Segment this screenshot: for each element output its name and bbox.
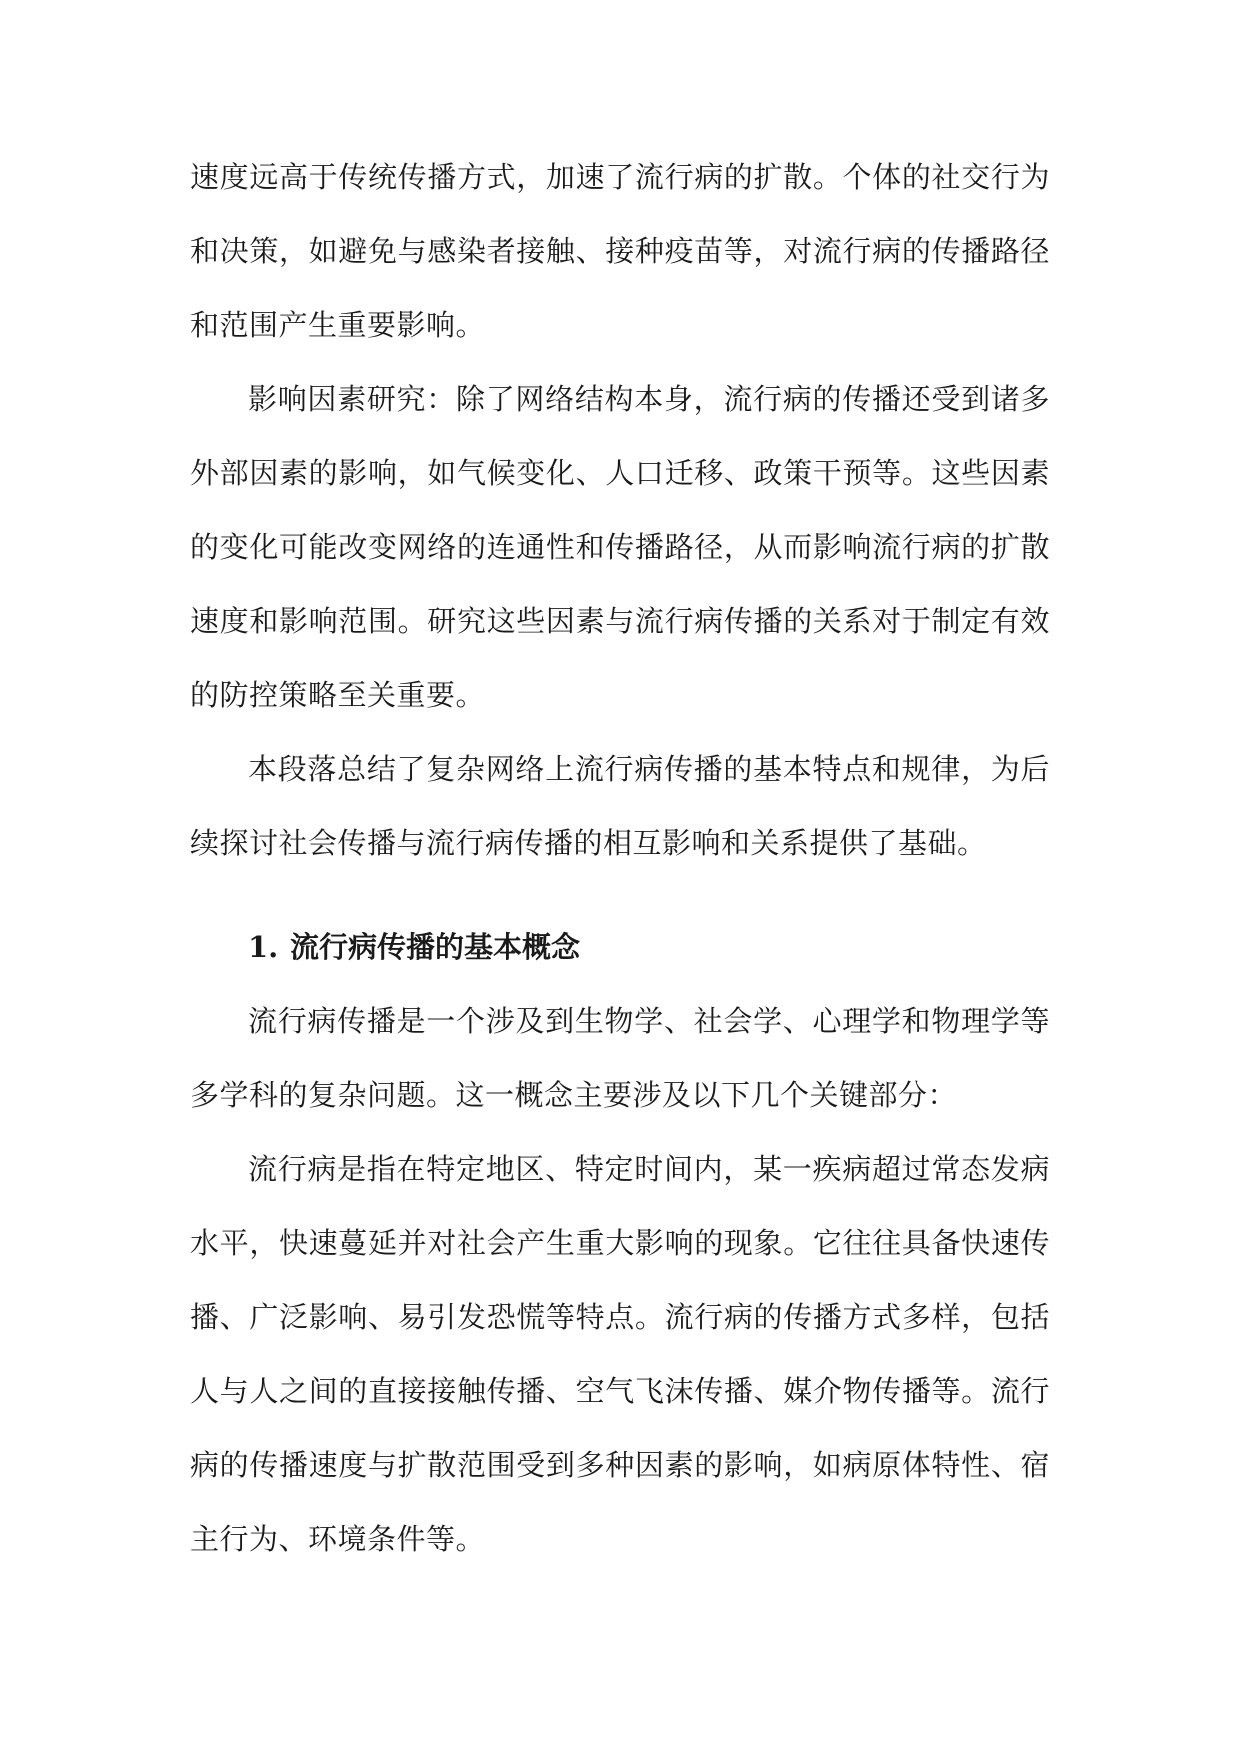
section-heading: [190, 910, 1050, 984]
document-page: [190, 140, 1050, 1576]
paragraph-continuation: 速度远高于传统传播方式，加速了流行病的扩散。个体的社交行为和决策，如避免与感染者接触、接种疫苗等，对流行病的传播路径和范围产生重要影响。: [190, 160, 1050, 342]
section-number: 1.: [248, 930, 279, 964]
paragraph-epidemic-definition: 流行病是指在特定地区、特定时间内，某一疾病超过常态发病水平，快速蔓延并对社会产生重大影响的现象。它往往具备快速传播、广泛影响、易引发恐慌等特点。流行病的传播方式多样，包括人与人之间的直接接触传播、空气飞沫传播、媒介物传播等。流行病的传播速度与扩散范围受到多种因素的影响，如病原体特性、宿主行为、环境条件等。: [190, 1152, 1050, 1556]
paragraph-influence-factors: 影响因素研究：除了网络结构本身，流行病的传播还受到诸多外部因素的影响，如气候变化、人口迁移、政策干预等。这些因素的变化可能改变网络的连通性和传播路径，从而影响流行病的扩散速度和影响范围。研究这些因素与流行病传播的关系对于制定有效的防控策略至关重要。: [190, 382, 1050, 712]
paragraph-concept-intro: 流行病传播是一个涉及到生物学、社会学、心理学和物理学等多学科的复杂问题。这一概念主要涉及以下几个关键部分：: [190, 1004, 1050, 1112]
paragraph-summary: 本段落总结了复杂网络上流行病传播的基本特点和规律，为后续探讨社会传播与流行病传播的相互影响和关系提供了基础。: [190, 752, 1050, 860]
section-title: 流行病传播的基本概念: [290, 930, 581, 964]
